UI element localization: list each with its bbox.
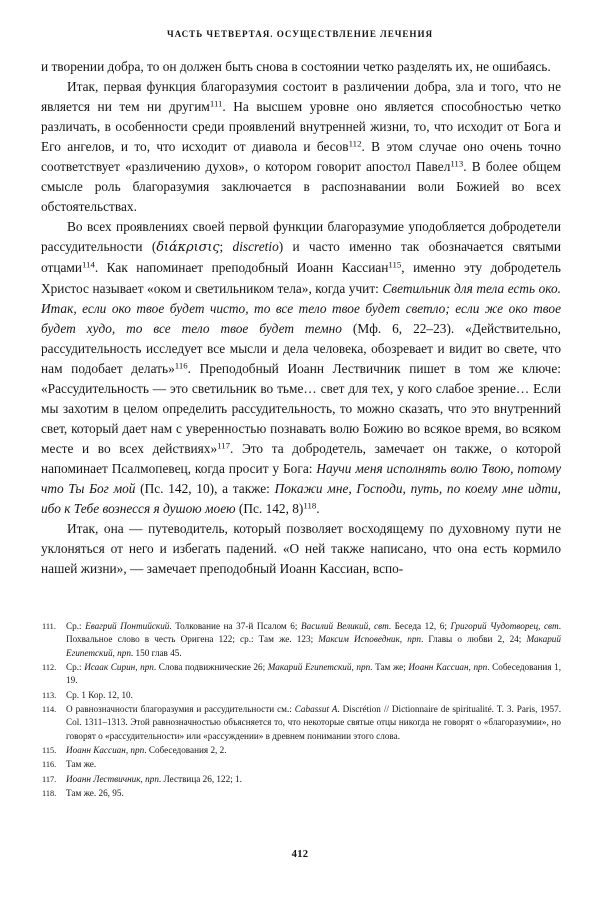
- footnote-marker[interactable]: 112: [348, 138, 362, 149]
- footnote-marker[interactable]: 118: [303, 500, 317, 511]
- footnote-text: [66, 773, 561, 786]
- text-run: Во всех проявлениях своей первой функции благоразумие уподобляется добродетели рассудительности (: [41, 219, 561, 255]
- footnote-number: 118.: [42, 789, 57, 799]
- footnote-marker[interactable]: 116: [174, 360, 188, 371]
- footnote-item: [41, 703, 561, 743]
- italic-run: Василий Великий, свт: [300, 621, 389, 631]
- text-run: . Преподобный Иоанн Лествичник пишет в том же ключе: «Рассудительность — это светильник во тьме… свет для тех, у кого слабое зрение… Если мы захотим в целом определить рассудительность, то можно сказать, что это внутренний свет, который дает нам с уверенностью познавать волю Божию во всякое время, во всяком месте и во всех действиях»: [41, 360, 561, 456]
- text-run: . На высшем уровне оно является способностью четко различать, в особенности среди проявлений внутренней жизни, то, что исходит от Бога и Его ангелов, и то, что исходит от диавола и бесов: [41, 99, 561, 155]
- footnote-text: [66, 620, 561, 660]
- footnote-marker[interactable]: 114: [81, 259, 95, 270]
- text-run: . Собеседования 1, 19.: [66, 661, 561, 686]
- text-run: , именно эту добродетель Христос называет «оком и светильником тела», когда учит:: [41, 260, 561, 296]
- italic-run: Иоанн Кассиан, прп: [66, 745, 145, 756]
- footnote-marker[interactable]: 115: [388, 259, 402, 270]
- text-run: Итак, она — путеводитель, который позволяет восходящему по духовному пути не уклоняться от него и избегать падений. «О ней также написано, что она есть кормило нашей жизни», — замечает преподобный Иоанн Кассиан, вспо-: [41, 521, 561, 577]
- text-run: . Лествица 26, 122; 1.: [158, 773, 242, 784]
- text-run: Ср.:: [66, 621, 86, 631]
- footnote-item: [41, 689, 561, 702]
- footnote-number: 112.: [42, 662, 57, 672]
- footnote-text: [66, 661, 561, 688]
- text-run: и творении добра, то он должен быть снова в состоянии четко разделять их, не ошибаясь.: [41, 59, 551, 74]
- text-run: Ср.:: [66, 661, 85, 672]
- text-run: Там же. 26, 95.: [66, 788, 124, 799]
- footnote-item: [41, 787, 561, 800]
- text-run: ;: [219, 239, 233, 255]
- footnotes-section: [41, 620, 561, 802]
- text-run: . 150 глав 45.: [130, 647, 182, 658]
- text-run: . Толкование на 37-й Псалом 6;: [169, 621, 301, 631]
- footnote-item: [41, 620, 561, 660]
- footnote-number: 117.: [42, 774, 57, 784]
- greek-term: διάκρισις: [156, 240, 220, 256]
- text-run: (Пс. 142, 10), а также:: [135, 480, 275, 496]
- text-run: О равнозначности благоразумия и рассудительности см.:: [66, 704, 295, 715]
- text-run: . Discrétion // Dictionnaire de spiritualité. T. 3. Paris, 1957. Col. 1311–1313. Этой равнозначностью объясняется то, что некоторые святые отцы никогда не говорят о «благоразумии», но говорят о «рассудительности» или «рассуждении» в древнем понимании этого слова.: [66, 704, 561, 741]
- paragraph: [41, 519, 561, 579]
- italic-run: Евагрий Понтийский: [85, 621, 170, 631]
- paragraph: [41, 57, 561, 77]
- text-run: . Там же;: [370, 661, 409, 672]
- text-run: Ср. 1 Кор. 12, 10.: [66, 689, 133, 700]
- italic-run: Максим Исповедник, прп: [318, 634, 422, 645]
- footnote-text: [66, 758, 561, 771]
- footnote-text: [66, 744, 561, 757]
- footnote-text: [66, 689, 561, 702]
- italic-run: Иоанн Лествичник, прп: [66, 773, 159, 784]
- running-head: ЧАСТЬ ЧЕТВЕРТАЯ. ОСУЩЕСТВЛЕНИЕ ЛЕЧЕНИЯ: [166, 29, 434, 39]
- footnote-text: [66, 787, 561, 800]
- italic-run: Макарий Египетский, прп: [66, 634, 561, 658]
- text-run: . Главы о любви 2, 24;: [421, 634, 527, 645]
- footnote-item: [41, 758, 561, 771]
- italic-run: discretio: [232, 239, 279, 255]
- footnote-number: 114.: [42, 705, 57, 715]
- text-run: . Собеседования 2, 2.: [144, 745, 227, 756]
- italic-run: Светильник для тела есть око. Итак, если око твое будет чисто, то все тело твое будет светло; если же око твое будет худо, то все тело твое будет темно: [41, 280, 561, 336]
- footnote-text: [66, 703, 561, 743]
- footnote-number: 115.: [42, 746, 57, 756]
- text-run: Там же.: [66, 759, 97, 770]
- italic-run: Научи меня исполнять волю Твою, потому что Ты Бог мой: [41, 460, 561, 496]
- text-run: .: [316, 501, 320, 517]
- footnote-number: 116.: [42, 760, 57, 770]
- footnote-item: [41, 744, 561, 757]
- paragraph: [41, 77, 561, 217]
- text-run: . В более общем смысле роль благоразумия заключается в распознавании воли Божией во всех обстоятельствах.: [41, 159, 561, 215]
- footnote-item: [41, 773, 561, 786]
- text-run: . Похвальное слово в честь Оригена 122; ср.: Там же. 123;: [66, 621, 561, 645]
- text-run: ) и часто именно так обозначается святыми отцами: [41, 239, 561, 276]
- italic-run: Исаак Сирин, прп: [84, 661, 154, 672]
- italic-run: Покажи мне, Господи, путь, по коему мне идти, ибо к Тебе вознесся я душою моею: [41, 480, 562, 517]
- body-text: [41, 57, 561, 579]
- text-run: . В этом случае оно очень точно соответствует «различению духов», о котором говорит апостол Павел: [41, 139, 561, 175]
- italic-run: Макарий Египетский, прп: [267, 661, 371, 672]
- footnote-item: [41, 661, 561, 688]
- text-run: . Это та добродетель, замечает он также, о которой напоминает Псалмопевец, когда просит у Бога:: [41, 440, 561, 476]
- footnote-marker[interactable]: 117: [217, 440, 230, 451]
- italic-run: Cabassut A: [294, 704, 338, 715]
- italic-run: Иоанн Кассиан, прп: [408, 661, 488, 672]
- text-run: (Пс. 142, 8): [235, 501, 304, 517]
- italic-run: Григорий Чудотворец, свт: [450, 621, 559, 631]
- footnote-number: 113.: [42, 690, 57, 700]
- text-run: . Как напоминает преподобный Иоанн Кассиан: [94, 260, 389, 276]
- paragraph: [41, 217, 561, 519]
- page-number: 412: [291, 849, 309, 860]
- text-run: (Мф. 6, 22–23). «Действительно, рассудительность исследует все мысли и дела человека, обозревает и видит во свете, что нам подобает делать»: [41, 320, 562, 376]
- footnote-marker[interactable]: 111: [209, 98, 223, 109]
- text-run: . Слова подвижнические 26;: [153, 661, 268, 672]
- footnote-marker[interactable]: 113: [450, 158, 464, 169]
- text-run: Итак, первая функция благоразумия состоит в различении добра, зла и того, что не является ни тем ни другим: [41, 79, 561, 115]
- footnote-number: 111.: [42, 622, 56, 631]
- text-run: . Беседа 12, 6;: [388, 621, 451, 631]
